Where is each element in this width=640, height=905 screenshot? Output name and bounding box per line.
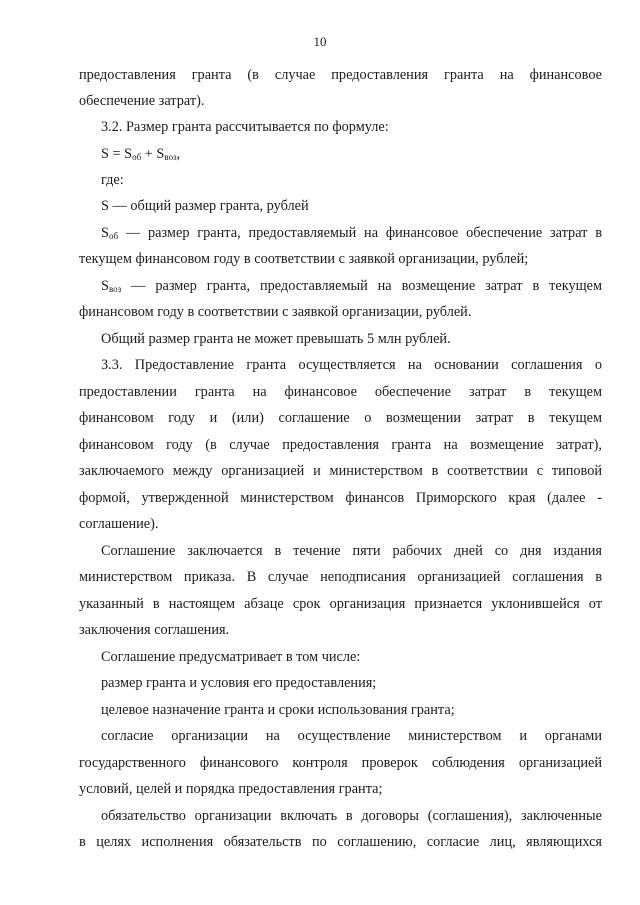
text-line: 3.3. Предоставление гранта осуществляется на основании соглашения о xyxy=(101,357,602,373)
symbol-s: S xyxy=(101,278,109,294)
text-line: Соглашение заключается в течение пяти рабочих дней со дня издания xyxy=(101,543,602,559)
symbol-sub-voz: воз xyxy=(108,284,122,294)
text-line: S — общий размер гранта, рублей xyxy=(101,198,309,214)
text-line: государственного финансового контроля проверок соблюдения организацией xyxy=(79,755,602,771)
text-line: предоставления гранта (в случае предоставления гранта на финансовое xyxy=(79,67,602,83)
text-line: министерством приказа. В случае неподписания организацией соглашения в xyxy=(79,569,602,585)
text-line: размер гранта и условия его предоставления; xyxy=(101,675,377,691)
formula-line xyxy=(101,145,180,163)
text-line: соглашение). xyxy=(79,516,159,532)
formula-plus: + S xyxy=(141,146,165,162)
text-line: финансовом году (в случае предоставления гранта на возмещение затрат), xyxy=(79,437,602,453)
definition-text: — размер гранта, предоставляемый на финансовое обеспечение затрат в xyxy=(118,225,602,241)
text-line: заключаемого между организацией и министерством в соответствии с типовой xyxy=(79,463,602,479)
text-line: финансовом году в соответствии с заявкой организации, рублей. xyxy=(79,304,472,320)
formula-s: S = S xyxy=(101,146,133,162)
text-line: указанный в настоящем абзаце срок организация признается уклонившейся от xyxy=(79,596,602,612)
text-line: заключения соглашения. xyxy=(79,622,230,638)
text-line: предоставлении гранта на финансовое обеспечение затрат в текущем xyxy=(79,384,602,400)
text-line: обеспечение затрат). xyxy=(79,93,205,109)
text-line: условий, целей и порядка предоставления гранта; xyxy=(79,781,383,797)
definition-line-ob xyxy=(101,224,602,242)
text-line: Общий размер гранта не может превышать 5 млн рублей. xyxy=(101,331,451,347)
symbol-sub-ob: об xyxy=(108,231,119,241)
text-line: в целях исполнения обязательств по соглашению, согласие лиц, являющихся xyxy=(79,834,602,850)
formula-end: , xyxy=(176,146,181,162)
page-number: 10 xyxy=(313,34,327,49)
definition-text: — размер гранта, предоставляемый на возмещение затрат в текущем xyxy=(121,278,602,294)
text-line: финансовом году и (или) соглашение о возмещении затрат в текущем xyxy=(79,410,602,426)
text-line: целевое назначение гранта и сроки использования гранта; xyxy=(101,702,455,718)
text-line: обязательство организации включать в договоры (соглашения), заключенные xyxy=(101,808,602,824)
text-line: Соглашение предусматривает в том числе: xyxy=(101,649,361,665)
formula-sub-voz: воз xyxy=(164,152,177,162)
text-line: 3.2. Размер гранта рассчитывается по формуле: xyxy=(101,119,389,135)
text-line: где: xyxy=(101,172,124,188)
text-line: текущем финансовом году в соответствии с заявкой организации, рублей; xyxy=(79,251,529,267)
formula-sub-ob: об xyxy=(132,152,142,162)
text-line: согласие организации на осуществление министерством и органами xyxy=(101,728,602,744)
symbol-s: S xyxy=(101,225,109,241)
definition-line-voz xyxy=(101,277,602,295)
text-line: формой, утвержденной министерством финансов Приморского края (далее - xyxy=(79,490,602,506)
